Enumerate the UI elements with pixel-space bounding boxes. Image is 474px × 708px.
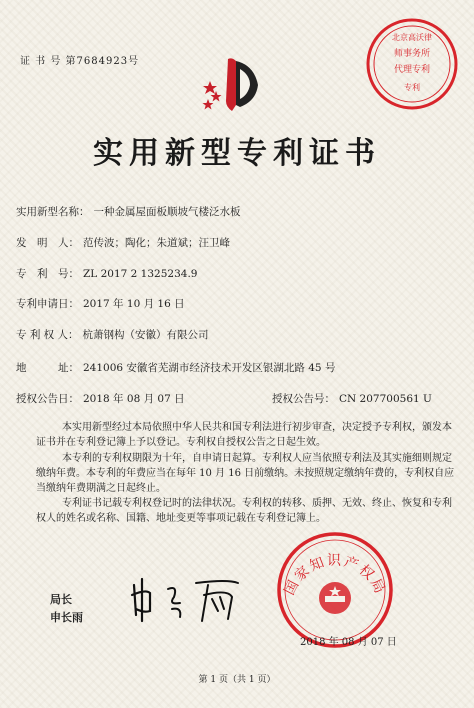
director-signature — [128, 575, 248, 625]
field-utility-name — [16, 204, 241, 219]
seal-date: 2018 年 08 月 07 日 — [300, 637, 397, 648]
paragraph-grant: 本实用新型经过本局依照中华人民共和国专利法进行初步审查，决定授予专利权，颁发本证书并在专利登记簿上予以登记。专利权自授权公告之日起生效。 — [36, 422, 452, 448]
field-patentee — [16, 327, 209, 342]
field-label: 实用新型名称： — [16, 206, 90, 218]
field-value: 杭萧钢构（安徽）有限公司 — [82, 329, 209, 341]
field-value: 2018 年 08 月 07 日 — [83, 393, 185, 405]
field-label: 发 明 人： — [16, 237, 79, 249]
sipo-emblem-icon — [196, 55, 266, 115]
field-value: 241006 安徽省芜湖市经济技术开发区银湖北路 45 号 — [83, 362, 336, 374]
field-value: 2017 年 10 月 16 日 — [83, 298, 185, 310]
national-emblem-icon — [319, 582, 351, 614]
field-grant-date — [16, 391, 185, 406]
field-value: 范传波；陶化；朱道斌；汪卫峰 — [83, 237, 230, 249]
seal-bottom-text: 国家知识产权局 — [281, 553, 389, 598]
field-patent-number — [16, 266, 197, 281]
seal-top-line-4: 专利 — [404, 83, 420, 92]
field-grant-number — [272, 391, 432, 406]
seal-top-line-1: 北京高沃律 — [392, 33, 432, 42]
field-label: 授权公告日： — [16, 393, 79, 405]
paragraph-term: 本专利的专利权期限为十年，自申请日起算。专利权人应当依照专利法及其实施细则规定缴纳年费。本专利的年费应当在每年 10 月 16 日前缴纳。未按照规定缴纳年费的，专利权自应当缴纳年费期满之日起终止。 — [36, 453, 455, 494]
paragraph-legal-status: 专利证书记载专利权登记时的法律状况。专利权的转移、质押、无效、终止、恢复和专利权人的姓名或名称、国籍、地址变更等事项记载在专利登记簿上。 — [36, 498, 452, 524]
director-title: 局长 — [50, 593, 72, 606]
field-value: CN 207700561 U — [339, 393, 432, 405]
seal-top-line-2: 师事务所 — [393, 49, 431, 59]
field-label: 授权公告号： — [272, 393, 335, 405]
field-value: 一种金属屋面板顺坡气楼泛水板 — [93, 206, 241, 218]
field-filing-date — [16, 296, 185, 311]
field-label: 专 利 权 人： — [16, 329, 79, 341]
page-footer: 第 1 页（共 1 页） — [198, 675, 276, 685]
field-address — [16, 360, 335, 375]
agency-seal-top — [364, 16, 460, 112]
seal-top-line-3: 代理专利 — [393, 65, 431, 75]
field-label: 地 址： — [16, 362, 79, 374]
field-value: ZL 2017 2 1325234.9 — [83, 268, 198, 280]
page-title: 实用新型专利证书 — [93, 136, 381, 171]
cnipa-seal — [275, 530, 395, 650]
director-name: 申长雨 — [50, 611, 83, 624]
field-label: 专利申请日： — [16, 298, 79, 310]
field-label: 专 利 号： — [16, 268, 79, 280]
certificate-number: 证 书 号 第7684923号 — [20, 56, 140, 67]
field-inventor — [16, 235, 230, 250]
